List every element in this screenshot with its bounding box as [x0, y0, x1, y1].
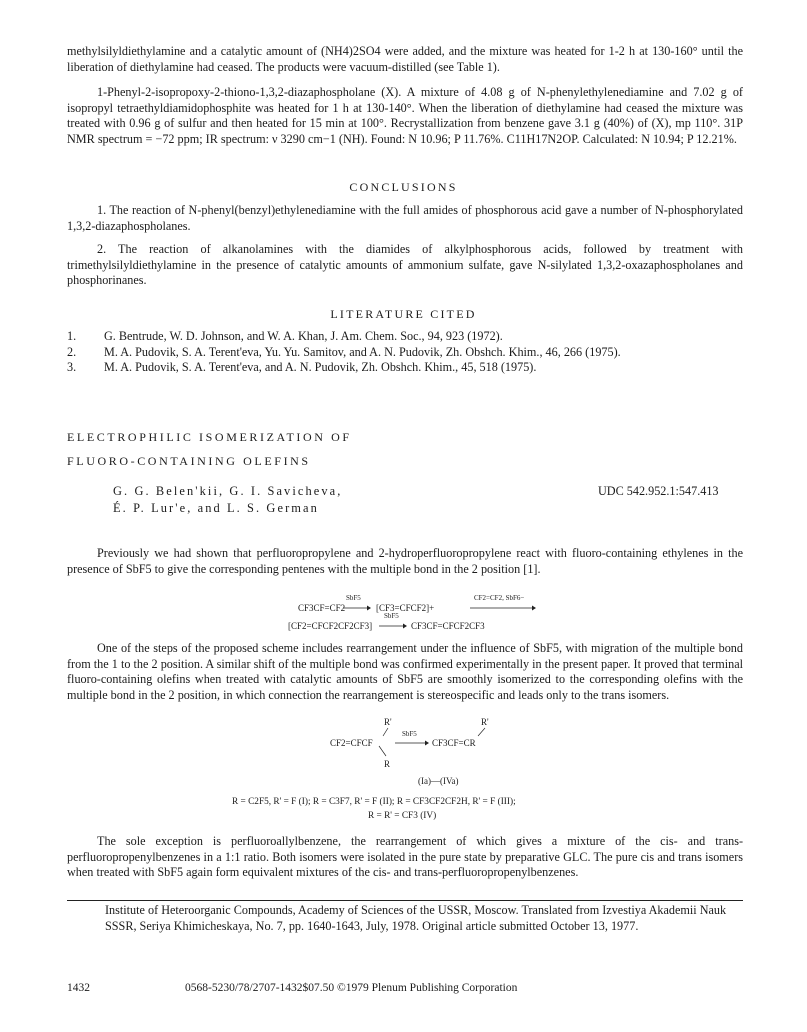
preparation-paragraph: 1-Phenyl-2-isopropoxy-2-thiono-1,3,2-diazaphospholane (X). A mixture of 4.08 g of N-phenylethylenediamine and 7.02 g of isopropyl tetraethyldiamidophosphite was heated for 1 h at 130-140°. When the liberation of diethylamine had ceased the mixture was treated with 0.96 g of sulfur and then heated for 15 min at 100°. Recrystallization from benzene gave 3.1 g (40%) of (X), mp 110°. 31P NMR spectrum = −72 ppm; IR spectrum: ν 3290 cm−1 (NH). Found: N 10.96; P 11.76%. C11H17N2OP. Calculated: N 10.94; P 12.21%. [67, 85, 743, 146]
conclusions-heading: CONCLUSIONS [349, 180, 458, 194]
scheme-reagent: SbF5 [384, 612, 399, 620]
exception-paragraph: The sole exception is perfluoroallylbenzene, the rearrangement of which gives a mixture of the cis- and trans-perfluoropropenylbenzenes in a 1:1 ratio. Both isomers were isolated in the pure state by preparative GLC. The pure cis and trans isomers when treated with SbF5 again form equivalent mixtures of the cis- and trans-perfluoropropenylbenzenes. [67, 834, 743, 880]
conclusion-item: 1. The reaction of N-phenyl(benzyl)ethylenediamine with the full amides of phosphorous acid gave a number of N-phosphorylated 1,3,2-diazaphospholanes. [67, 203, 743, 233]
scheme-reagent: SbF5 [346, 594, 361, 602]
reference-item: 2. M. A. Pudovik, S. A. Terent'eva, Yu. Yu. Samitov, and A. N. Pudovik, Zh. Obshch. Khim., 46, 266 (1975). [67, 344, 621, 359]
authors-line: É. P. Lur'e, and L. S. German [113, 501, 319, 515]
scheme-intermediate: [CF3=CFCF2]+ [376, 603, 435, 613]
reference-item: 1. G. Bentrude, W. D. Johnson, and W. A. Khan, J. Am. Chem. Soc., 94, 923 (1972). [67, 329, 503, 343]
article-title-line: FLUORO-CONTAINING OLEFINS [67, 454, 311, 468]
reaction-arrow [470, 604, 536, 612]
scheme-reagent: SbF5 [402, 730, 417, 738]
reference-item: 3. M. A. Pudovik, S. A. Terent'eva, and A. N. Pudovik, Zh. Obshch. Khim., 45, 518 (1975). [67, 360, 537, 375]
reaction-arrow [395, 739, 429, 747]
page-number: 1432 [67, 982, 90, 994]
substituent-definitions: R = R' = CF3 (IV) [368, 811, 437, 821]
previous-article-paragraph: methylsilyldiethylamine and a catalytic amount of (NH4)2SO4 were added, and the mixture was heated for 1-2 h at 130-160° until the liberation of diethylamine had ceased. The products were vacuum-distilled (see Table 1). [67, 44, 743, 74]
scheme-reagent: CF2=CF2, SbF6− [474, 594, 525, 602]
copyright-line: 0568-5230/78/2707-1432$07.50 ©1979 Plenum Publishing Corporation [185, 982, 518, 994]
compound-range-label: (Ia)—(IVa) [418, 776, 459, 786]
article-title-line: ELECTROPHILIC ISOMERIZATION OF [67, 430, 352, 444]
scheme-substituent: R' [384, 717, 392, 727]
reaction-arrow [379, 622, 407, 630]
reference-list [67, 329, 743, 376]
rearrangement-paragraph: One of the steps of the proposed scheme includes rearrangement under the influence of SbF5, with migration of the multiple bond from the 1 to the 2 position. A similar shift of the multiple bond was confirmed experimentally in the present paper. It proved that terminal fluoro-containing olefins when treated with catalytic amounts of SbF5 are smoothly isomerized to the corresponding olefins with the multiple bond in the 2 position, in which connection the rearrangement is stereospecific and leads only to the trans isomers. [67, 641, 743, 702]
footnote: Institute of Heteroorganic Compounds, Academy of Sciences of the USSR, Moscow. Translated from Izvestiya Akademii Nauk SSSR, Seriya Khimicheskaya, No. 7, pp. 1640-1643, July, 1978. Original article submitted October 13, 1977. [105, 903, 727, 933]
scheme-substituent: R' [481, 717, 489, 727]
scheme-intermediate: [CF2=CFCF2CF2CF3] [288, 621, 373, 631]
scheme-reactant: CF3CF=CF2 [298, 603, 346, 613]
literature-cited-heading: LITERATURE CITED [330, 307, 477, 321]
scheme-product: CF3CF=CFCF2CF3 [411, 621, 485, 631]
scheme-substituent: R [384, 759, 391, 769]
udc-code: UDC 542.952.1:547.413 [598, 484, 719, 498]
authors-line: G. G. Belen'kii, G. I. Savicheva, [113, 484, 343, 498]
substituent-definitions: R = C2F5, R' = F (I); R = C3F7, R' = F (II); R = CF3CF2CF2H, R' = F (III); [232, 797, 516, 807]
footnote-divider [67, 900, 743, 901]
scheme-reactant: CF2=CFCF [330, 738, 373, 748]
reaction-arrow [343, 604, 371, 612]
conclusion-item: 2. The reaction of alkanolamines with the diamides of alkylphosphorous acids, followed by treatment with trimethylsilyldiethylamine in the presence of catalytic amounts of ammonium sulfate, gave N-silylated 1,3,2-oxazaphospholanes and phosphorinanes. [67, 242, 743, 288]
scheme-product: CF3CF=CR [432, 738, 476, 748]
intro-paragraph: Previously we had shown that perfluoropropylene and 2-hydroperfluoropropylene react with fluoro-containing ethylenes in the presence of SbF5 to give the corresponding pentenes with the multiple bond in the 2 position [1]. [67, 546, 743, 576]
